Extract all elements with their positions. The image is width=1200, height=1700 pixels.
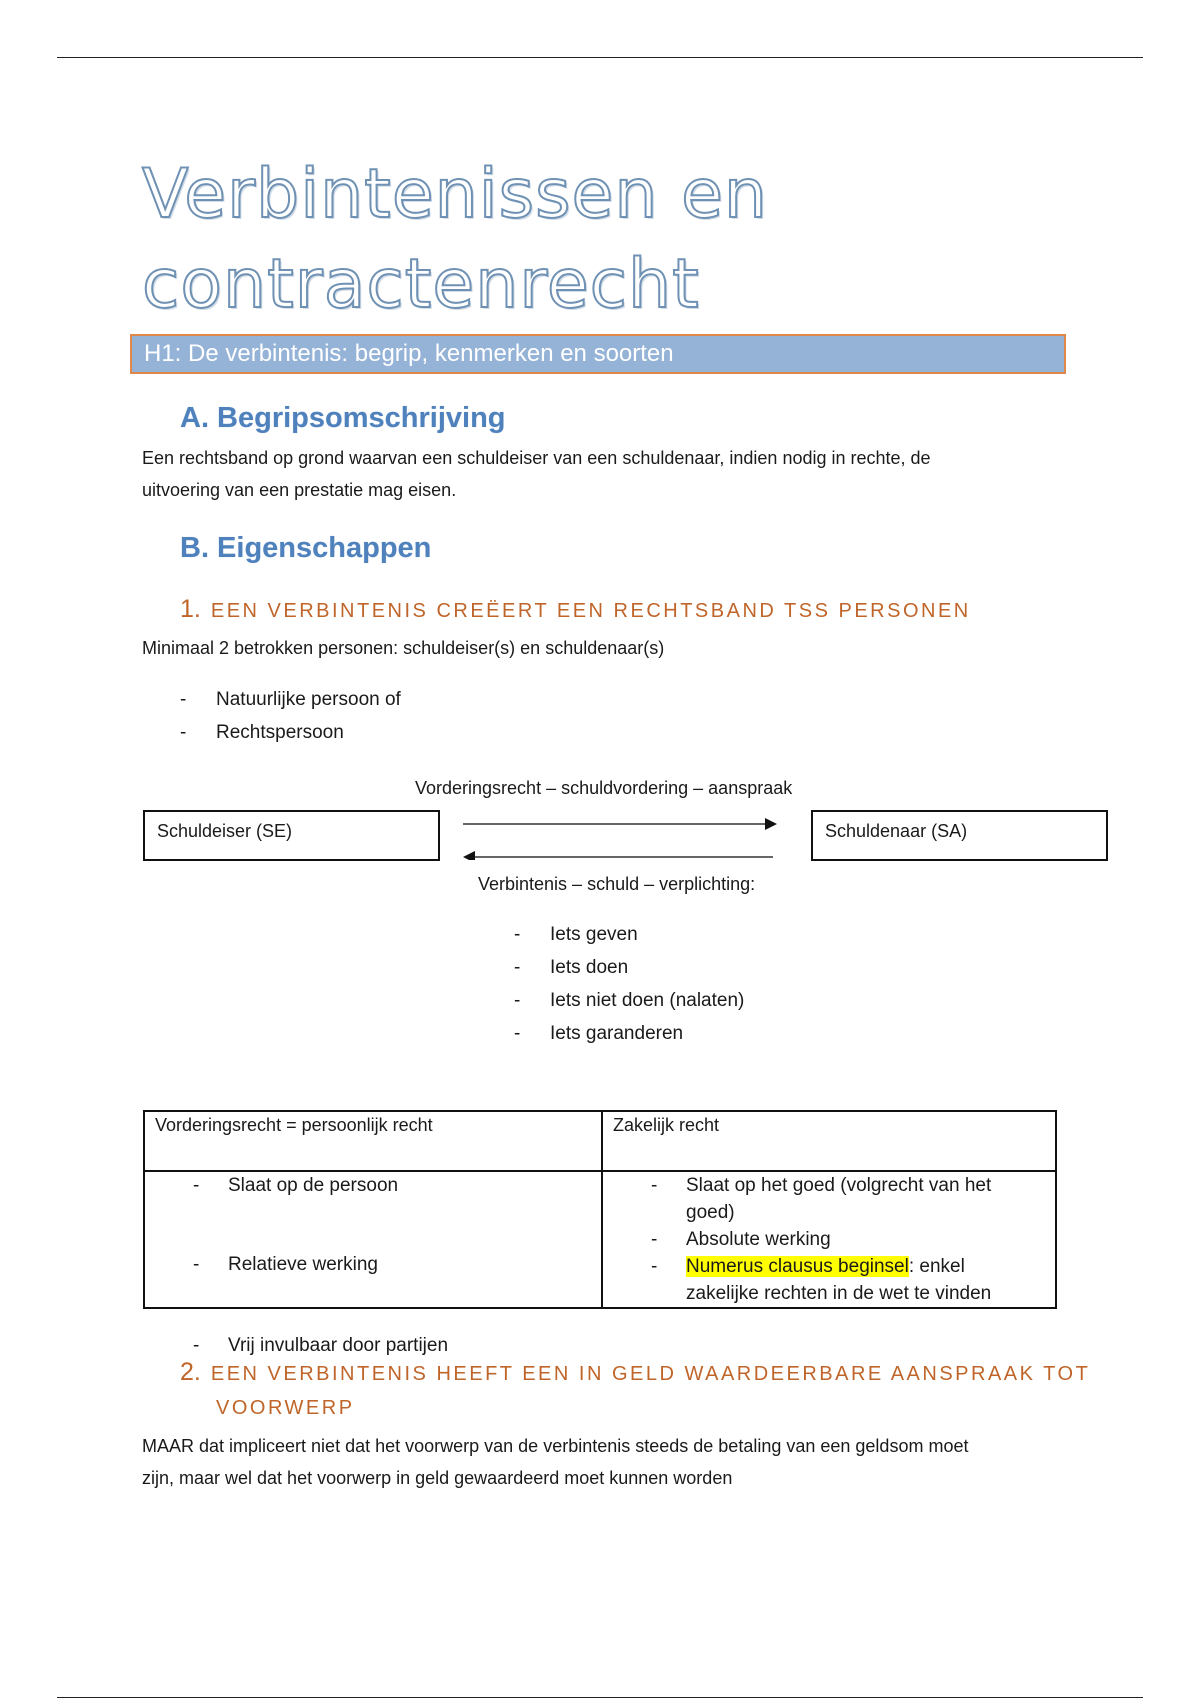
- list-item: - Vrij invulbaar door partijen: [193, 1335, 449, 1356]
- personal-right-cell: [144, 1171, 602, 1356]
- section-a-definition: [142, 442, 1072, 506]
- bottom-rule: [57, 1697, 1143, 1698]
- property-2-heading: [180, 1355, 1090, 1425]
- numerus-clausus-highlight: Numerus clausus beginsel: [686, 1256, 909, 1277]
- document-title: [142, 150, 768, 330]
- definition-line-1: Een rechtsband op grond waarvan een schuldeiser van een schuldenaar, indien nodig in rechte, de: [142, 448, 931, 468]
- property-1-intro: Minimaal 2 betrokken personen: schuldeiser(s) en schuldenaar(s): [142, 638, 665, 658]
- title-line-2: contractenrecht: [142, 245, 700, 324]
- top-rule: [57, 57, 1143, 58]
- right-arrow-head: [765, 818, 777, 830]
- debtor-box: Schuldenaar (SA): [811, 810, 1108, 861]
- list-item: - Iets niet doen (nalaten): [514, 990, 745, 1011]
- diagram-bottom-label: Verbintenis – schuld – verplichting:: [478, 874, 756, 894]
- title-line-1: Verbintenissen en: [142, 155, 769, 234]
- property-2-title-line-1: EEN VERBINTENIS HEEFT EEN IN GELD WAARDEERBARE AANSPRAAK TOT: [210, 1363, 1091, 1385]
- person-types-list: [180, 683, 401, 749]
- property-2-title-line-2: VOORWERP: [216, 1397, 355, 1419]
- list-item: - Relatieve werking: [193, 1254, 378, 1275]
- table-header-row: [144, 1111, 1056, 1171]
- list-item: - Iets garanderen: [514, 1023, 684, 1044]
- list-item: - Iets geven: [514, 924, 638, 945]
- left-arrow-head: [463, 851, 475, 860]
- property-1-title: EEN VERBINTENIS CREËERT EEN RECHTSBAND TSS PERSONEN: [210, 600, 971, 622]
- table-header-personal-right: Vorderingsrecht = persoonlijk recht: [144, 1111, 602, 1171]
- property-right-cell: [602, 1171, 1056, 1308]
- property-2-body: [142, 1430, 1072, 1494]
- diagram-top-label: Vorderingsrecht – schuldvordering – aanspraak: [415, 778, 793, 798]
- property-1-heading: [180, 592, 971, 628]
- table-header-property-right: Zakelijk recht: [602, 1111, 1056, 1171]
- property-2-number: 2.: [180, 1358, 201, 1386]
- diagram-arrows: [455, 810, 785, 860]
- property-1-number: 1.: [180, 595, 201, 623]
- comparison-table: [143, 1110, 1057, 1356]
- table-row: [144, 1171, 1056, 1308]
- list-item: - Absolute werking: [651, 1229, 831, 1250]
- list-item: - Rechtspersoon: [180, 722, 344, 743]
- chapter-heading: H1: De verbintenis: begrip, kenmerken en soorten: [130, 334, 1066, 374]
- list-item: - Numerus clausus beginsel: enkel zakelijke rechten in de wet te vinden: [651, 1256, 992, 1304]
- creditor-box: Schuldeiser (SE): [143, 810, 440, 861]
- section-a-heading: A. Begripsomschrijving: [180, 402, 506, 434]
- section-b-heading: B. Eigenschappen: [180, 532, 432, 564]
- definition-line-2: uitvoering van een prestatie mag eisen.: [142, 480, 457, 500]
- list-item: - Iets doen: [514, 957, 629, 978]
- obligations-list: [514, 918, 744, 1050]
- list-item: - Slaat op de persoon: [193, 1175, 399, 1196]
- list-item: - Natuurlijke persoon of: [180, 689, 401, 710]
- list-item: - Slaat op het goed (volgrecht van het goed): [651, 1175, 992, 1223]
- property-2-line-1: MAAR dat impliceert niet dat het voorwerp van de verbintenis steeds de betaling van een geldsom moet: [142, 1436, 969, 1456]
- property-2-line-2: zijn, maar wel dat het voorwerp in geld gewaardeerd moet kunnen worden: [142, 1468, 733, 1488]
